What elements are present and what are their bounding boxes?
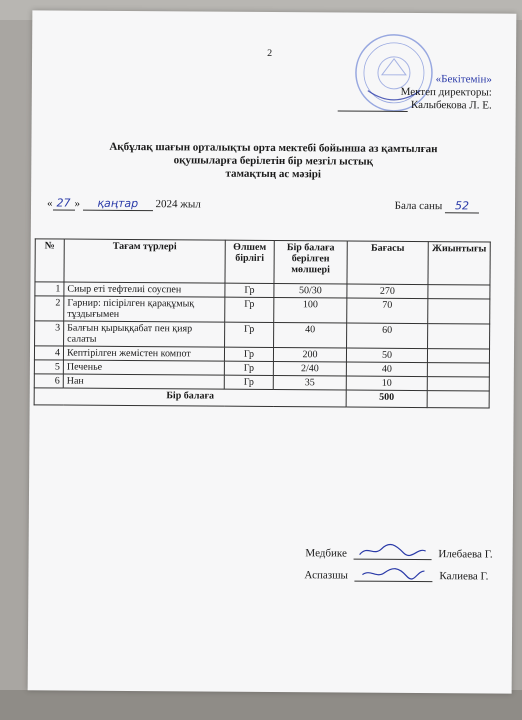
row-amount: 2/40 — [273, 362, 346, 377]
row-number: 1 — [35, 282, 64, 296]
col-header-price: Бағасы — [347, 241, 428, 285]
date-month: қаңтар — [83, 197, 153, 211]
row-price: 40 — [346, 362, 427, 377]
col-header-amount: Бір балаға берілген мөлшері — [274, 241, 347, 285]
approval-heading: «Бекітемін» — [435, 73, 492, 86]
row-total — [427, 349, 489, 363]
title-line-1: Ақбұлақ шағын орталықты орта мектебі бойынша аз қамтылған — [109, 140, 438, 156]
date-line — [47, 196, 201, 211]
title-line-3: тамақтың ас мәзірі — [225, 167, 322, 181]
row-amount: 40 — [274, 323, 347, 349]
row-amount: 35 — [273, 376, 346, 391]
row-total — [428, 324, 490, 349]
row-unit: Гр — [225, 283, 274, 297]
row-price: 50 — [346, 348, 427, 363]
row-unit: Гр — [224, 361, 273, 375]
approval-block — [338, 72, 492, 112]
row-price: 70 — [347, 298, 428, 324]
col-header-total: Жиынтығы — [428, 242, 490, 285]
col-header-unit: Өлшем бірлігі — [225, 240, 274, 283]
background-bottom — [0, 690, 522, 720]
row-unit: Гр — [225, 322, 274, 347]
row-amount: 200 — [273, 348, 346, 363]
row-dish: Сиыр еті тефтелиі соуспен — [64, 282, 225, 297]
children-count-line — [395, 199, 479, 214]
date-close-quote: » — [74, 197, 81, 210]
row-price: 60 — [347, 323, 428, 349]
cook-handwritten-signature — [355, 565, 433, 583]
children-label: Бала саны — [394, 199, 443, 213]
row-total — [428, 285, 490, 299]
row-total — [427, 363, 489, 377]
row-price: 10 — [346, 376, 427, 391]
total-sum-cell — [427, 391, 489, 408]
col-header-number: № — [35, 239, 64, 282]
date-year: 2024 жыл — [155, 198, 201, 211]
table-row — [35, 296, 490, 324]
row-total — [428, 299, 490, 324]
row-dish: Кептірілген жемістен компот — [63, 346, 224, 361]
date-day: 27 — [52, 196, 74, 210]
row-price: 270 — [347, 284, 428, 299]
title-line-2: оқушыларға берілетін бір мезгіл ыстық — [173, 154, 373, 168]
table-row — [35, 321, 490, 349]
nurse-signature-line — [305, 542, 492, 560]
row-number: 4 — [34, 346, 63, 360]
row-dish: Печенье — [63, 360, 224, 375]
approval-name-line — [338, 98, 492, 112]
col-header-dish: Тағам түрлері — [64, 239, 225, 283]
cook-name: Калиева Г. — [439, 570, 489, 583]
row-unit: Гр — [224, 375, 273, 389]
cook-label: Аспазшы — [304, 569, 348, 582]
row-number: 5 — [34, 360, 63, 374]
page-number: 2 — [267, 47, 273, 59]
cook-signature-line — [304, 564, 488, 582]
total-label: Бір балаға — [34, 388, 346, 407]
nurse-label: Медбике — [305, 547, 347, 560]
document-title — [61, 141, 485, 183]
total-value: 500 — [346, 390, 427, 408]
menu-table — [34, 238, 491, 408]
document-page — [28, 10, 517, 693]
date-open-quote: « — [46, 197, 53, 210]
row-number: 3 — [35, 321, 64, 346]
children-count: 52 — [445, 199, 479, 213]
row-unit: Гр — [224, 347, 273, 361]
nurse-name: Илебаева Г. — [438, 548, 493, 561]
row-number: 2 — [35, 296, 64, 321]
approval-position: Мектеп директоры: — [400, 85, 492, 99]
row-unit: Гр — [225, 297, 274, 322]
nurse-handwritten-signature — [354, 543, 432, 561]
row-total — [427, 377, 489, 391]
director-name: Калыбекова Л. Е. — [410, 98, 492, 112]
row-amount: 50/30 — [274, 284, 347, 299]
table-total-row — [34, 388, 489, 408]
row-dish: Балғын қырыққабат пен қияр салаты — [64, 321, 225, 347]
row-amount: 100 — [274, 298, 347, 324]
row-dish: Гарнир: пісірілген қарақұмық тұздығымен — [64, 296, 225, 322]
table-header-row — [35, 239, 490, 285]
row-dish: Нан — [63, 374, 224, 389]
row-number: 6 — [34, 374, 63, 388]
